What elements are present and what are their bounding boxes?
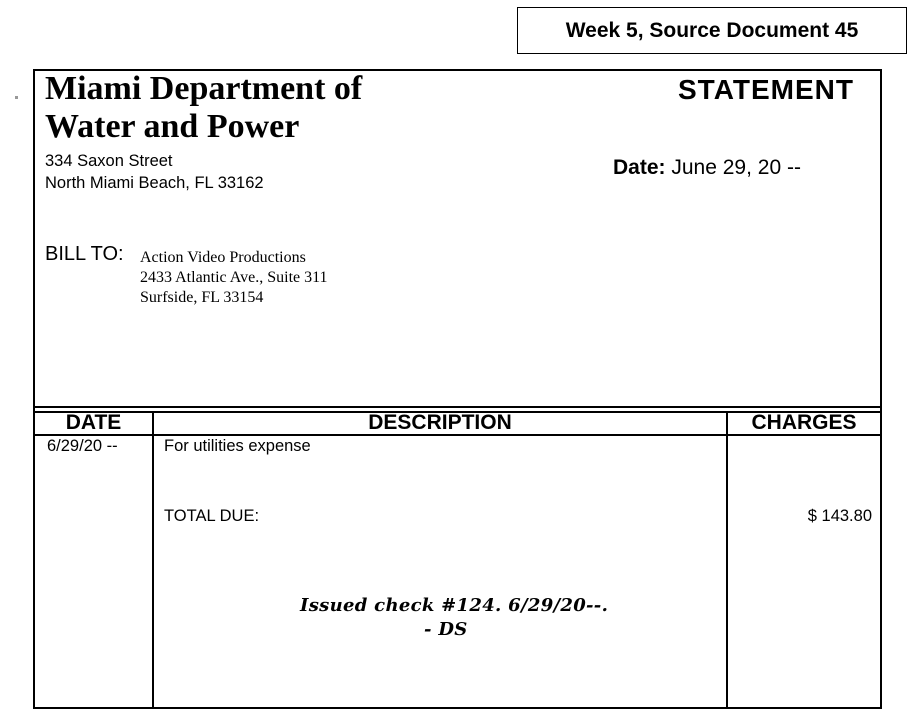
company-name <box>45 70 362 146</box>
date-column-divider <box>152 411 154 709</box>
row-description: For utilities expense <box>164 437 311 455</box>
total-due-amount: $ 143.80 <box>807 507 872 525</box>
company-name-line1: Miami Department of <box>45 70 363 107</box>
header-description: DESCRIPTION <box>368 411 512 434</box>
company-city: North Miami Beach, FL 33162 <box>45 174 264 192</box>
bill-to-label: BILL TO: <box>45 243 124 265</box>
document-title: STATEMENT <box>678 74 854 105</box>
total-due-label: TOTAL DUE: <box>164 507 260 525</box>
handwritten-note <box>300 594 608 642</box>
bill-to-street: 2433 Atlantic Ave., Suite 311 <box>140 269 328 286</box>
bill-to-city: Surfside, FL 33154 <box>140 289 264 306</box>
header-date: DATE <box>65 411 122 434</box>
company-name-line2: Water and Power <box>45 108 300 145</box>
note-line-1: Issued check #124. 6/29/20--. <box>300 595 609 616</box>
header-charges: CHARGES <box>751 411 857 434</box>
charges-column-divider <box>726 411 728 709</box>
bill-to-name: Action Video Productions <box>140 249 306 266</box>
source-document-label: Week 5, Source Document 45 <box>517 7 907 54</box>
company-street: 334 Saxon Street <box>45 152 173 170</box>
note-signature: - DS <box>424 619 468 640</box>
margin-dot <box>15 96 18 99</box>
statement-date <box>613 156 801 180</box>
date-label: Date: <box>613 156 666 179</box>
company-address <box>45 150 264 194</box>
row-date: 6/29/20 -- <box>47 437 118 455</box>
date-value: June 29, 20 -- <box>671 156 801 179</box>
bill-to-address <box>140 248 328 308</box>
table-top-rule <box>33 406 882 408</box>
